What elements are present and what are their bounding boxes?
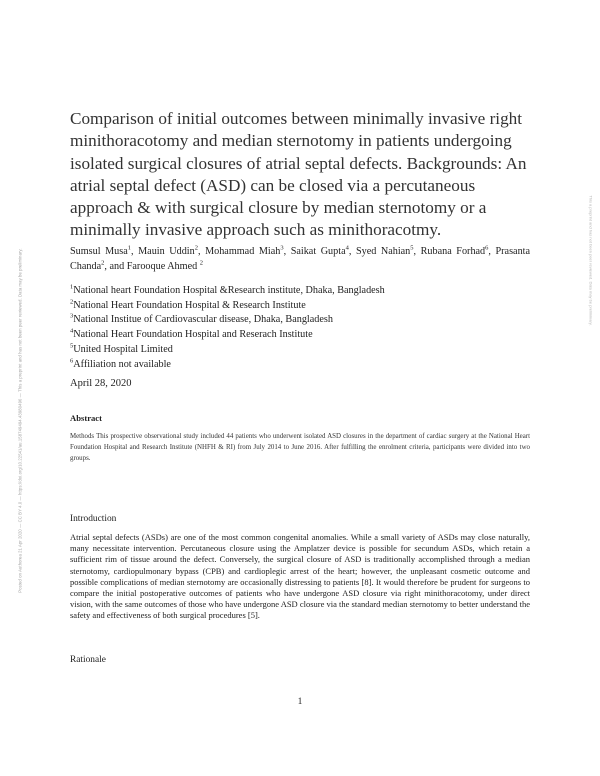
author: Mohammad Miah$^3$,	[205, 244, 291, 257]
author: Prasanta Chanda$^2$, and	[70, 246, 531, 272]
affiliation: $^4$National Heart Foundation Hospital and Reserach Institute	[70, 327, 313, 341]
affiliation: $^5$United Hospital Limited	[70, 342, 173, 355]
author: Syed Nahian$^5$,	[355, 244, 421, 257]
page-number: 1	[297, 697, 303, 707]
author-list	[70, 244, 530, 274]
preprint-watermark	[586, 160, 596, 360]
affiliation: $^6$Affiliation not available	[70, 357, 171, 370]
sidebar-note-text: Posted on Authorea 21 Apr 2020 — CC BY 4.0 — https://doi.org/10.22541/au.158749494.43980496 — This a preprint and has not been peer reviewed. Data may be preliminary.	[17, 247, 23, 593]
abstract-body: Methods This prospective observational study included 44 patients who underwent isolated ASD closures in the department of cardiac surgery at the National Heart Foundation Hospital and Research Institute (NHFH & RI) from July 2014 to June 2016. After fulfilling the enrolment criteria, participants were divided into two groups.	[70, 433, 530, 462]
author: Sumsul Musa$^1$,	[70, 244, 139, 257]
abstract-heading: Abstract	[70, 413, 102, 423]
author: Mauin Uddin$^2$,	[138, 244, 206, 257]
affiliation: $^2$National Heart Foundation Hospital & Research Institute	[70, 298, 306, 311]
paper-title: Comparison of initial outcomes between minimally invasive right minithoracotomy and median sternotomy in patients undergoing isolated surgical closures of atrial septal defects. Backgrounds: An atrial septal defect (ASD) can be closed via a percutaneous approach & with surgical closure by median sternotomy or a minimally invasive approach such as minithoracotmy.	[70, 109, 527, 240]
affiliation: $^1$National heart Foundation Hospital &Research institute, Dhaka, Bangladesh	[70, 283, 385, 296]
watermark-text: This a preprint and has not been peer reviewed. Data may be preliminary.	[588, 194, 594, 326]
rationale-heading: Rationale	[70, 655, 106, 665]
introduction-heading: Introduction	[70, 514, 117, 524]
introduction-body: Atrial septal defects (ASDs) are one of the most common congenital anomalies. While a small variety of ASDs may close naturally, many necessitate intervention. Percutaneous closure using the Amplatzer device is possible for secundum ASDs, which retain a sufficient rim of tissue around the defect. Conversely, the surgical closure of ASD is traditionally accomplished through a median sternotomy, cardiopulmonary bypass (CPB) and cardioplegic arrest of the heart; however, the unpleasant cosmetic outcome and possible complications of median sternotomy are occasionally distressing to patients [8]. It would therefore be prudent for surgeons to compare the initial postoperative outcomes of patients who have undergone ASD closure via right minithoracotomy, under direct vision, with the same outcomes of those who have undergone ASD closure via the standard median sternotomy to better understand the safety and effectiveness of both surgical procedures [5].	[70, 532, 530, 621]
publication-date: April 28, 2020	[70, 378, 132, 389]
author: Rubana Forhad$^6$,	[420, 244, 496, 257]
preprint-sidebar-note	[14, 170, 26, 670]
author: Farooque Ahmed $^2$	[126, 259, 203, 272]
affiliation-list	[70, 284, 530, 372]
affiliation: $^3$National Institue of Cardiovascular disease, Dhaka, Bangladesh	[70, 313, 333, 326]
author: Saikat Gupta$^4$,	[290, 244, 356, 257]
